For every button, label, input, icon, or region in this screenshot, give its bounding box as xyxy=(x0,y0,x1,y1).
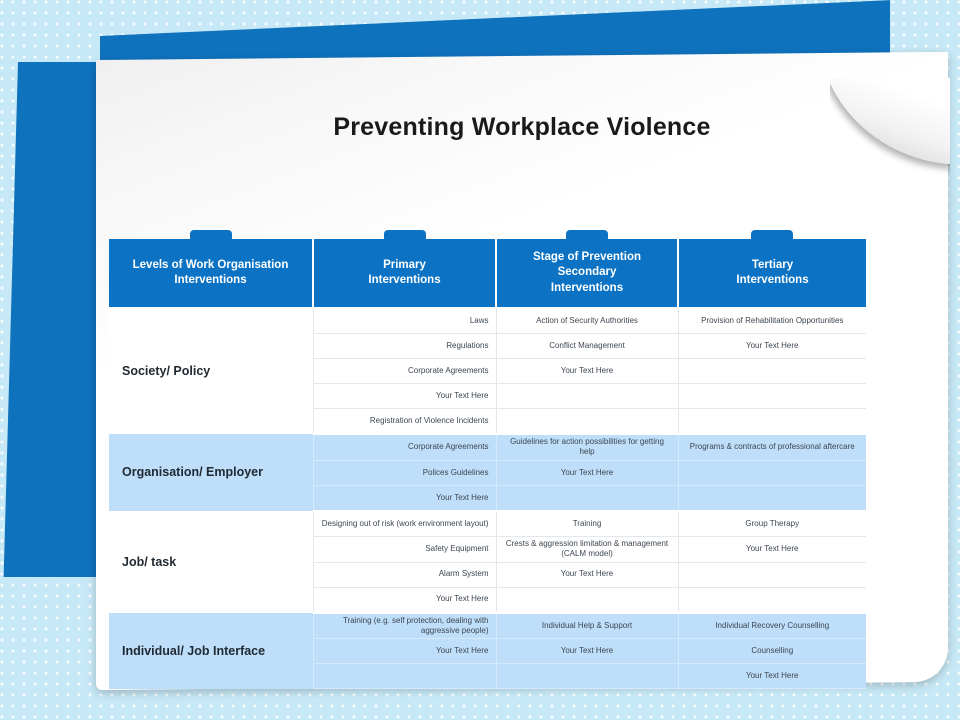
cell-primary: Your Text Here xyxy=(313,587,496,613)
cell-secondary: Your Text Here xyxy=(496,359,678,384)
page-title: Preventing Workplace Violence xyxy=(333,113,711,141)
cell-primary: Training (e.g. self protection, dealing with aggressive people) xyxy=(313,613,496,639)
cell-secondary: Action of Security Authorities xyxy=(496,308,678,334)
column-header-primary xyxy=(313,239,496,308)
cell-secondary xyxy=(496,587,678,613)
table-row xyxy=(109,308,866,334)
tab-notch-icon xyxy=(384,230,426,239)
cell-tertiary: Provision of Rehabilitation Opportunities xyxy=(678,308,866,334)
cell-primary: Laws xyxy=(313,308,496,334)
header-tab-row xyxy=(109,230,866,239)
cell-tertiary xyxy=(678,587,866,613)
cell-tertiary xyxy=(678,485,866,511)
table-group-individual-job-interface xyxy=(109,613,866,689)
cell-tertiary: Your Text Here xyxy=(678,536,866,562)
cell-primary: Designing out of risk (work environment layout) xyxy=(313,511,496,537)
cell-secondary xyxy=(496,409,678,435)
slide-card xyxy=(96,52,948,690)
cell-tertiary xyxy=(678,562,866,587)
cell-primary: Polices Guidelines xyxy=(313,460,496,485)
cell-secondary xyxy=(496,485,678,511)
row-group-label-society-policy: Society/ Policy xyxy=(109,308,313,434)
cell-primary: Regulations xyxy=(313,334,496,359)
cell-tertiary: Programs & contracts of professional aftercare xyxy=(678,434,866,460)
cell-tertiary: Your Text Here xyxy=(678,664,866,689)
cell-secondary: Your Text Here xyxy=(496,639,678,664)
cell-tertiary xyxy=(678,359,866,384)
column-header-secondary xyxy=(496,239,678,308)
cell-secondary: Your Text Here xyxy=(496,562,678,587)
header-tab-cell-4 xyxy=(678,230,866,239)
header-line: Secondary xyxy=(557,266,617,279)
table-row xyxy=(109,434,866,460)
cell-secondary xyxy=(496,384,678,409)
tab-notch-icon xyxy=(751,230,793,239)
header-line: Interventions xyxy=(736,274,809,286)
header-tab-cell-2 xyxy=(313,230,496,239)
header-line: Interventions xyxy=(174,274,247,286)
header-line: Levels of Work Organisation xyxy=(132,258,289,271)
table-row xyxy=(109,511,866,537)
header-line: Tertiary xyxy=(751,258,794,271)
cell-tertiary xyxy=(678,384,866,409)
cell-secondary: Individual Help & Support xyxy=(496,613,678,639)
cell-secondary: Conflict Management xyxy=(496,334,678,359)
header-label-row xyxy=(109,239,866,308)
column-header-tertiary xyxy=(678,239,866,308)
cell-secondary: Your Text Here xyxy=(496,460,678,485)
header-tab-cell-3 xyxy=(496,230,678,239)
cell-primary: Registration of Violence Incidents xyxy=(313,409,496,435)
cell-primary: Your Text Here xyxy=(313,485,496,511)
cell-primary: Corporate Agreements xyxy=(313,434,496,460)
header-line: Primary xyxy=(383,258,426,271)
cell-tertiary: Group Therapy xyxy=(678,511,866,537)
cell-primary: Alarm System xyxy=(313,562,496,587)
header-line: Interventions xyxy=(368,274,441,286)
table-group-organisation-employer xyxy=(109,434,866,511)
cell-primary: Your Text Here xyxy=(313,384,496,409)
header-line: Interventions xyxy=(550,281,624,294)
cell-tertiary xyxy=(678,460,866,485)
cell-secondary xyxy=(496,664,678,689)
cell-secondary: Training xyxy=(496,511,678,537)
header-line: Stage of Prevention xyxy=(533,251,641,264)
cell-primary xyxy=(313,664,496,689)
cell-primary: Safety Equipment xyxy=(313,536,496,562)
table-header xyxy=(109,230,866,308)
tab-notch-icon xyxy=(190,230,232,239)
cell-primary: Corporate Agreements xyxy=(313,359,496,384)
cell-secondary: Guidelines for action possibilities for getting help xyxy=(496,434,678,460)
tab-notch-icon xyxy=(566,230,608,239)
cell-tertiary xyxy=(678,409,866,435)
cell-secondary: Crests & aggression limitation & management (CALM model) xyxy=(496,536,678,562)
row-group-label-individual-job-interface: Individual/ Job Interface xyxy=(109,613,313,689)
slide-card-inner xyxy=(96,60,948,690)
cell-tertiary: Your Text Here xyxy=(678,334,866,359)
table-row xyxy=(109,613,866,639)
row-group-label-job-task: Job/ task xyxy=(109,511,313,613)
cell-tertiary: Individual Recovery Counselling xyxy=(678,613,866,639)
prevention-matrix-table xyxy=(109,230,866,689)
row-group-label-organisation-employer: Organisation/ Employer xyxy=(109,434,313,511)
cell-primary: Your Text Here xyxy=(313,639,496,664)
table-group-job-task xyxy=(109,511,866,613)
table-group-society-policy xyxy=(109,308,866,434)
column-header-levels xyxy=(109,239,313,308)
cell-tertiary: Counselling xyxy=(678,639,866,664)
header-tab-cell-1 xyxy=(109,230,313,239)
